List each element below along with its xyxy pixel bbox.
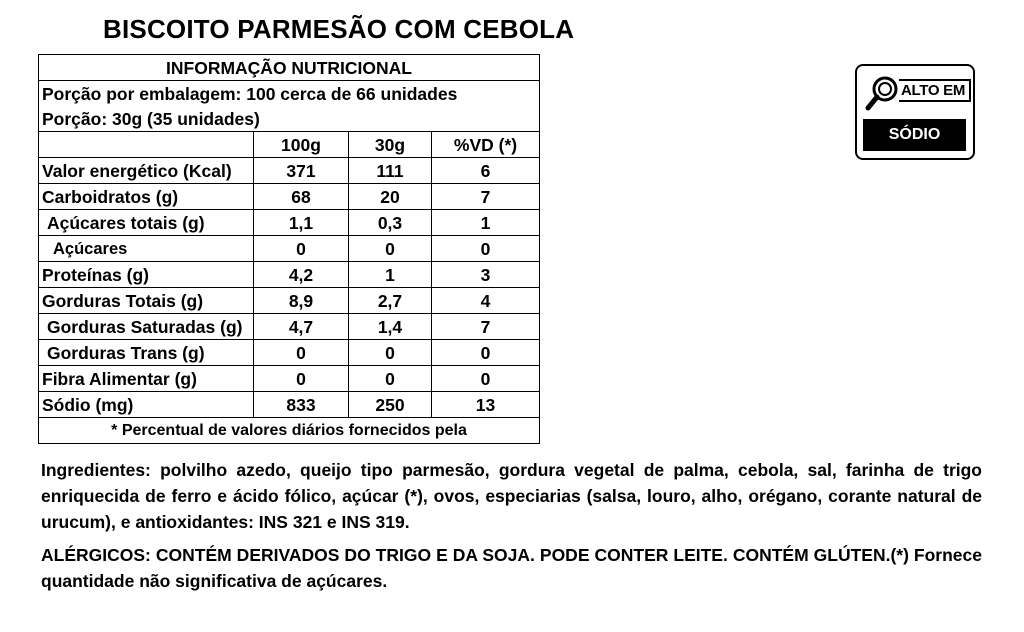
row-label: Açúcares totais (g)	[39, 210, 254, 236]
high-sodium-seal	[855, 64, 975, 160]
footnote: * Percentual de valores diários fornecidos pela	[39, 418, 540, 444]
row-value-100g: 68	[254, 184, 349, 210]
table-row	[39, 158, 540, 184]
row-label: Fibra Alimentar (g)	[39, 366, 254, 392]
row-value-30g: 2,7	[349, 288, 432, 314]
row-value-30g: 111	[349, 158, 432, 184]
ingredients-text: Ingredientes: polvilho azedo, queijo tipo parmesão, gordura vegetal de palma, cebola, sal, farinha de trigo enriquecida de ferro e ácido fólico, açúcar (*), ovos, especiarias (salsa, louro, alho, orégano, corante natural de urucum), e antioxidantes: INS 321 e INS 319.	[41, 460, 982, 532]
row-value-vd: 1	[432, 210, 540, 236]
product-title: BISCOITO PARMESÃO COM CEBOLA	[103, 14, 575, 44]
table-row	[39, 288, 540, 314]
table-header: INFORMAÇÃO NUTRICIONAL	[39, 55, 540, 81]
footnote-row	[39, 418, 540, 444]
row-value-30g: 0	[349, 340, 432, 366]
row-label: Gorduras Trans (g)	[39, 340, 254, 366]
row-value-vd: 6	[432, 158, 540, 184]
row-label: Gorduras Totais (g)	[39, 288, 254, 314]
column-header-30g: 30g	[349, 132, 432, 158]
row-value-100g: 371	[254, 158, 349, 184]
serving-size-row	[39, 106, 540, 132]
row-value-30g: 0,3	[349, 210, 432, 236]
seal-top-label-wrap	[899, 79, 971, 102]
column-header-100g: 100g	[254, 132, 349, 158]
serving-per-package-row	[39, 81, 540, 107]
row-value-vd: 0	[432, 366, 540, 392]
table-row	[39, 314, 540, 340]
table-row	[39, 366, 540, 392]
row-value-30g: 1,4	[349, 314, 432, 340]
row-value-30g: 1	[349, 262, 432, 288]
table-row	[39, 184, 540, 210]
column-header-blank	[39, 132, 254, 158]
row-value-vd: 3	[432, 262, 540, 288]
row-value-100g: 4,2	[254, 262, 349, 288]
row-label: Valor energético (Kcal)	[39, 158, 254, 184]
row-value-vd: 7	[432, 184, 540, 210]
row-value-100g: 0	[254, 366, 349, 392]
table-row	[39, 392, 540, 418]
seal-top-label: ALTO EM	[899, 79, 971, 102]
row-value-30g: 0	[349, 236, 432, 262]
row-value-30g: 20	[349, 184, 432, 210]
column-header-row	[39, 132, 540, 158]
row-value-100g: 833	[254, 392, 349, 418]
row-value-100g: 0	[254, 340, 349, 366]
row-value-vd: 13	[432, 392, 540, 418]
table-row	[39, 340, 540, 366]
serving-per-package: Porção por embalagem: 100 cerca de 66 unidades	[39, 81, 540, 107]
row-value-vd: 4	[432, 288, 540, 314]
table-row	[39, 210, 540, 236]
row-value-30g: 250	[349, 392, 432, 418]
row-label: Proteínas (g)	[39, 262, 254, 288]
table-header-row	[39, 55, 540, 81]
row-label: Açúcares	[39, 236, 254, 262]
row-value-100g: 8,9	[254, 288, 349, 314]
row-value-vd: 0	[432, 340, 540, 366]
row-label: Carboidratos (g)	[39, 184, 254, 210]
table-row	[39, 236, 540, 262]
row-label: Gorduras Saturadas (g)	[39, 314, 254, 340]
row-value-100g: 1,1	[254, 210, 349, 236]
row-value-vd: 7	[432, 314, 540, 340]
table-row	[39, 262, 540, 288]
row-value-vd: 0	[432, 236, 540, 262]
row-value-30g: 0	[349, 366, 432, 392]
seal-bottom-label: SÓDIO	[863, 119, 966, 151]
serving-size: Porção: 30g (35 unidades)	[39, 106, 540, 132]
row-value-100g: 4,7	[254, 314, 349, 340]
nutrition-table	[38, 54, 540, 444]
column-header-vd: %VD (*)	[432, 132, 540, 158]
row-label: Sódio (mg)	[39, 392, 254, 418]
allergens-text: ALÉRGICOS: CONTÉM DERIVADOS DO TRIGO E DA SOJA. PODE CONTER LEITE. CONTÉM GLÚTEN.(*) Fornece quantidade não significativa de açúcares.	[41, 545, 982, 591]
row-value-100g: 0	[254, 236, 349, 262]
